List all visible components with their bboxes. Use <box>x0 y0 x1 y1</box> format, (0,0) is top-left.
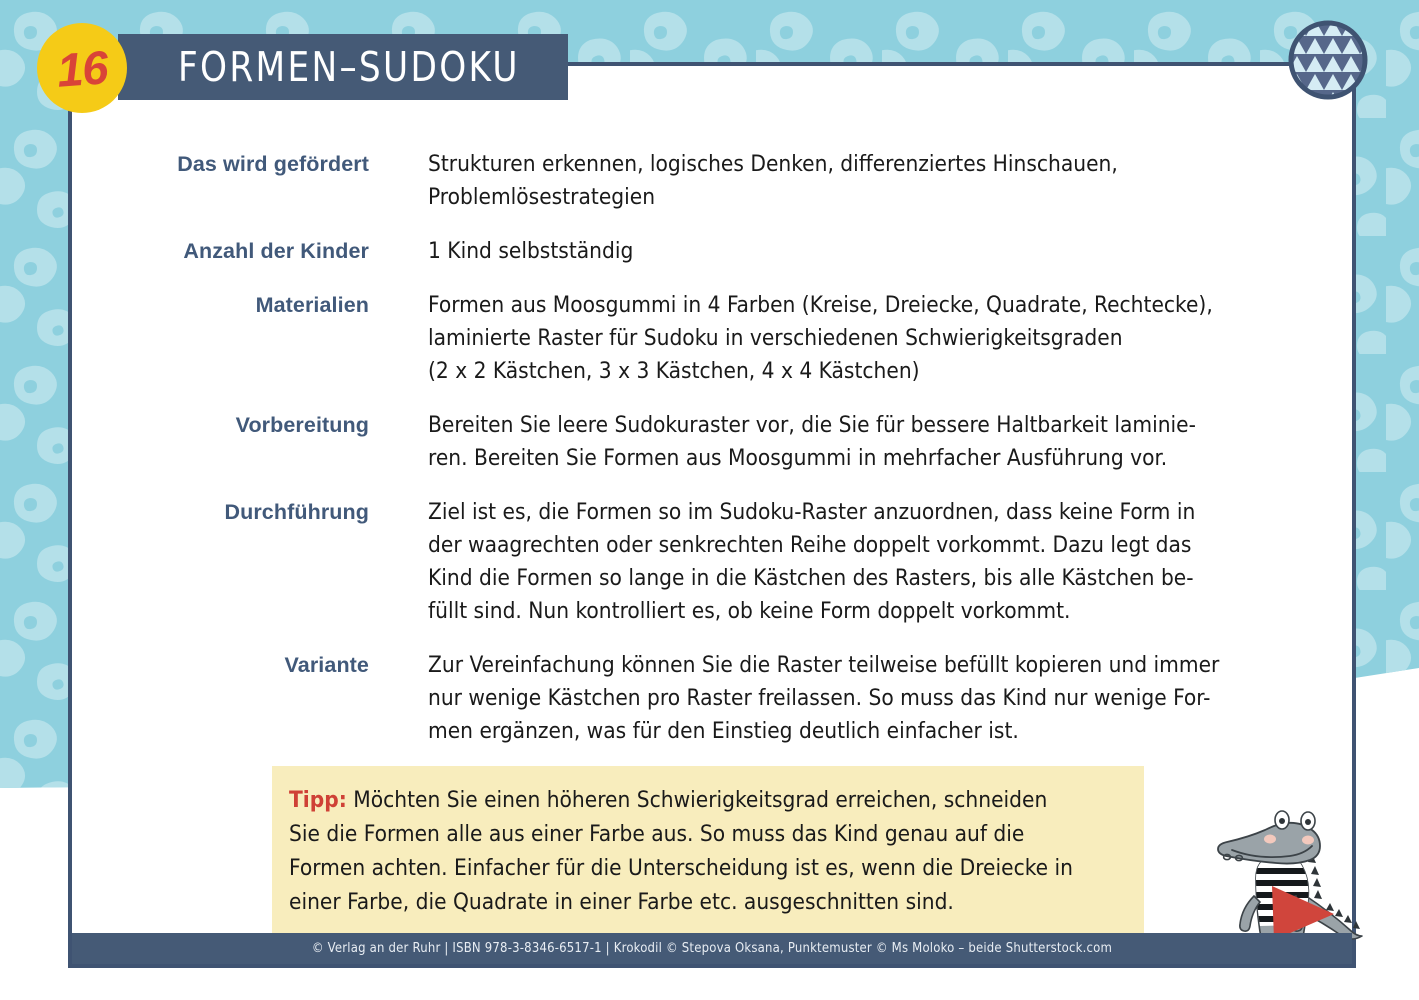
table-row <box>72 649 1352 748</box>
content-rows <box>72 148 1352 769</box>
tip-line: einer Farbe, die Quadrate in einer Farbe etc. ausgeschnitten sind. <box>289 889 954 915</box>
row-body-line: der waagrechten oder senkrechten Reihe doppelt vorkommt. Dazu legt das <box>428 532 1192 558</box>
row-body <box>369 409 1352 475</box>
table-row <box>72 148 1352 214</box>
row-label: Materialien <box>255 293 369 317</box>
page-number: 16 <box>55 39 109 97</box>
footer-credits: © Verlag an der Ruhr | ISBN 978-3-8346-6517-1 | Krokodil © Stepova Oksana, Punktemuster © Ms Moloko – beide Shutterstock.com <box>311 941 1113 956</box>
row-body-line: men ergänzen, was für den Einstieg deutlich einfacher ist. <box>428 718 1019 744</box>
row-body-line: Zur Vereinfachung können Sie die Raster teilweise befüllt kopieren und immer <box>428 652 1220 678</box>
tip-label: Tipp: <box>289 787 347 813</box>
table-row <box>72 409 1352 475</box>
tip-box <box>272 766 1144 938</box>
row-body-line: Kind die Formen so lange in die Kästchen des Rasters, bis alle Kästchen be- <box>428 565 1194 591</box>
row-body-line: Bereiten Sie leere Sudokuraster vor, die Sie für bessere Haltbarkeit laminie- <box>428 412 1196 438</box>
row-body-line: ren. Bereiten Sie Formen aus Moosgummi in mehrfacher Ausführung vor. <box>428 445 1168 471</box>
row-body-line: Ziel ist es, die Formen so im Sudoku-Raster anzuordnen, dass keine Form in <box>428 499 1196 525</box>
worksheet-card <box>68 62 1356 968</box>
tip-line: Sie die Formen alle aus einer Farbe aus. So muss das Kind genau auf die <box>289 821 1025 847</box>
row-body <box>369 289 1352 388</box>
tip-first-line <box>289 783 1120 817</box>
row-body-line: Problemlösestrategien <box>428 184 656 210</box>
tip-line: Möchten Sie einen höheren Schwierigkeitsgrad erreichen, schneiden <box>346 787 1048 813</box>
table-row <box>72 496 1352 628</box>
footer-bar <box>72 933 1352 964</box>
row-label: Variante <box>284 653 369 677</box>
page-number-badge <box>37 23 127 113</box>
row-body-line: laminierte Raster für Sudoku in verschiedenen Schwierigkeitsgraden <box>428 325 1123 351</box>
row-label: Vorbereitung <box>235 413 369 437</box>
row-body <box>369 148 1352 214</box>
row-body-line: (2 x 2 Kästchen, 3 x 3 Kästchen, 4 x 4 Kästchen) <box>428 358 920 384</box>
row-body <box>369 496 1352 628</box>
page-title-bar <box>118 34 568 100</box>
row-label: Das wird gefördert <box>177 152 369 176</box>
row-body-line: füllt sind. Nun kontrolliert es, ob keine Form doppelt vorkommt. <box>428 598 1071 624</box>
row-body-line: Strukturen erkennen, logisches Denken, differenziertes Hinschauen, <box>428 151 1118 177</box>
tip-line: Formen achten. Einfacher für die Unterscheidung ist es, wenn die Dreiecke in <box>289 855 1073 881</box>
row-label: Durchführung <box>224 500 369 524</box>
table-row <box>72 289 1352 388</box>
table-row <box>72 235 1352 268</box>
row-body-line: Formen aus Moosgummi in 4 Farben (Kreise, Dreiecke, Quadrate, Rechtecke), <box>428 292 1213 318</box>
triangle-pattern-circle-icon <box>1286 18 1370 102</box>
row-label: Anzahl der Kinder <box>183 239 369 263</box>
row-body-line: 1 Kind selbstständig <box>428 238 634 264</box>
row-body <box>369 235 1352 268</box>
page-title: FORMEN–SUDOKU <box>178 43 520 91</box>
row-body <box>369 649 1352 748</box>
row-body-line: nur wenige Kästchen pro Raster freilassen. So muss das Kind nur wenige For- <box>428 685 1211 711</box>
